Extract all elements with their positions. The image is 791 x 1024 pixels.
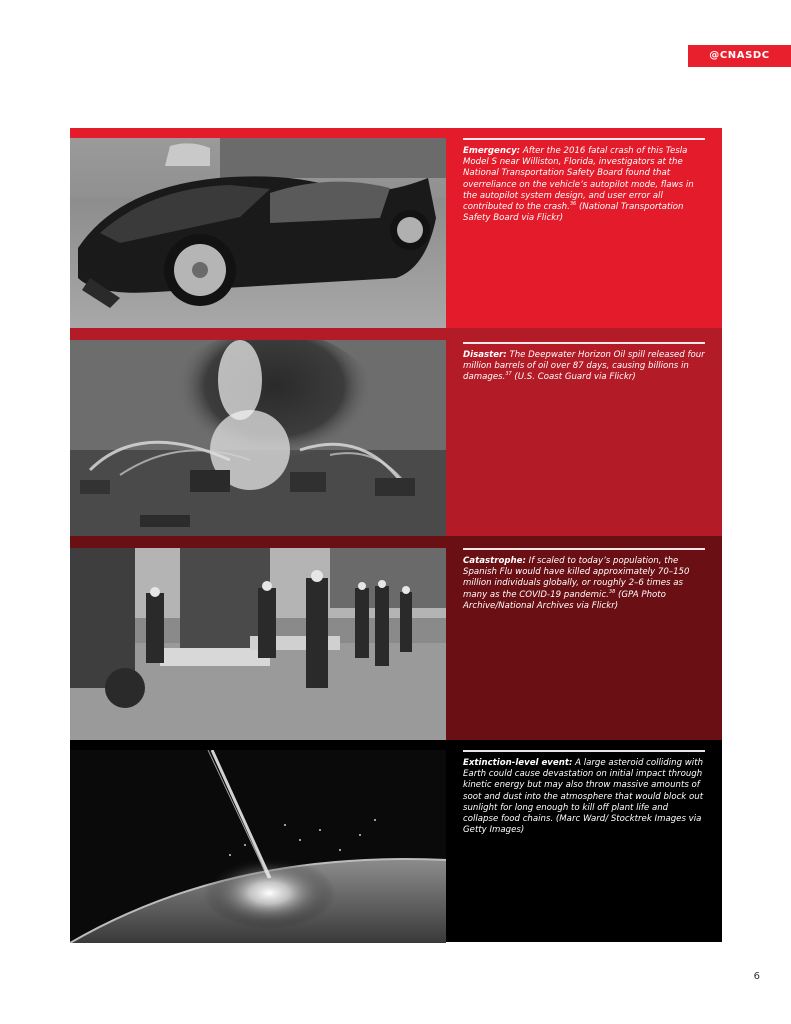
figure-row-extinction — [70, 740, 722, 942]
spanish-flu-photo — [70, 548, 446, 740]
caption-extinction — [463, 758, 705, 836]
asteroid-impact-photo — [70, 750, 446, 943]
footnote-ref: 38 — [608, 588, 616, 595]
caption-lead: Extinction-level event: — [463, 758, 573, 768]
photo-credit: (National Transportation Safety Board via Flickr) — [463, 202, 684, 224]
figure-row-catastrophe — [70, 536, 722, 740]
caption-panel — [446, 128, 722, 328]
caption-panel — [446, 536, 722, 740]
photo-credit: (Marc Ward/ Stocktrek Images via Getty Images) — [463, 814, 702, 836]
caption-rule — [463, 750, 705, 752]
caption-lead: Emergency: — [463, 146, 521, 156]
footnote-ref: 36 — [569, 201, 577, 208]
asteroid-impact-image — [70, 750, 446, 943]
spanish-flu-image — [70, 548, 446, 740]
photo-credit: (U.S. Coast Guard via Flickr) — [511, 372, 636, 383]
caption-body: The Deepwater Horizon Oil spill released four million barrels of oil over 87 days, causing billions in damages. — [463, 350, 705, 383]
caption-body: If scaled to today’s population, the Spanish Flu would have killed approximately 70–150 million individuals globally, or roughly 2–6 times as many as the COVID-19 pandemic. — [463, 556, 690, 600]
deepwater-horizon-image — [70, 340, 446, 536]
page-number: 6 — [753, 971, 760, 982]
caption-panel — [446, 740, 722, 942]
tesla-crash-photo — [70, 138, 446, 328]
tesla-crash-image — [70, 138, 446, 328]
caption-rule — [463, 342, 705, 344]
caption-panel — [446, 328, 722, 536]
caption-body: After the 2016 fatal crash of this Tesla Model S near Williston, Florida, investigators at the National Transportation Safety Board found that overreliance on the vehicle’s autopilot mode, flaws in the autopilot system design, and user error all contributed to the crash. — [463, 146, 694, 213]
caption-lead: Disaster: — [463, 350, 507, 360]
caption-disaster — [463, 350, 705, 384]
deepwater-horizon-photo — [70, 340, 446, 536]
footnote-ref: 37 — [505, 371, 512, 378]
figure-row-disaster — [70, 328, 722, 536]
caption-emergency — [463, 146, 705, 224]
photo-credit: (GPA Photo Archive/National Archives via Flickr) — [463, 589, 666, 611]
caption-catastrophe — [463, 556, 705, 612]
caption-rule — [463, 548, 705, 550]
social-handle-badge: @CNASDC — [688, 45, 791, 67]
caption-body: A large asteroid colliding with Earth could cause devastation on initial impact through kinetic energy but may also throw massive amounts of soot and dust into the atmosphere that would block out sunlight for long enough to kill off plant life and collapse food chains. — [463, 758, 704, 825]
caption-rule — [463, 138, 705, 140]
figure-row-emergency — [70, 128, 722, 328]
caption-lead: Catastrophe: — [463, 556, 526, 566]
